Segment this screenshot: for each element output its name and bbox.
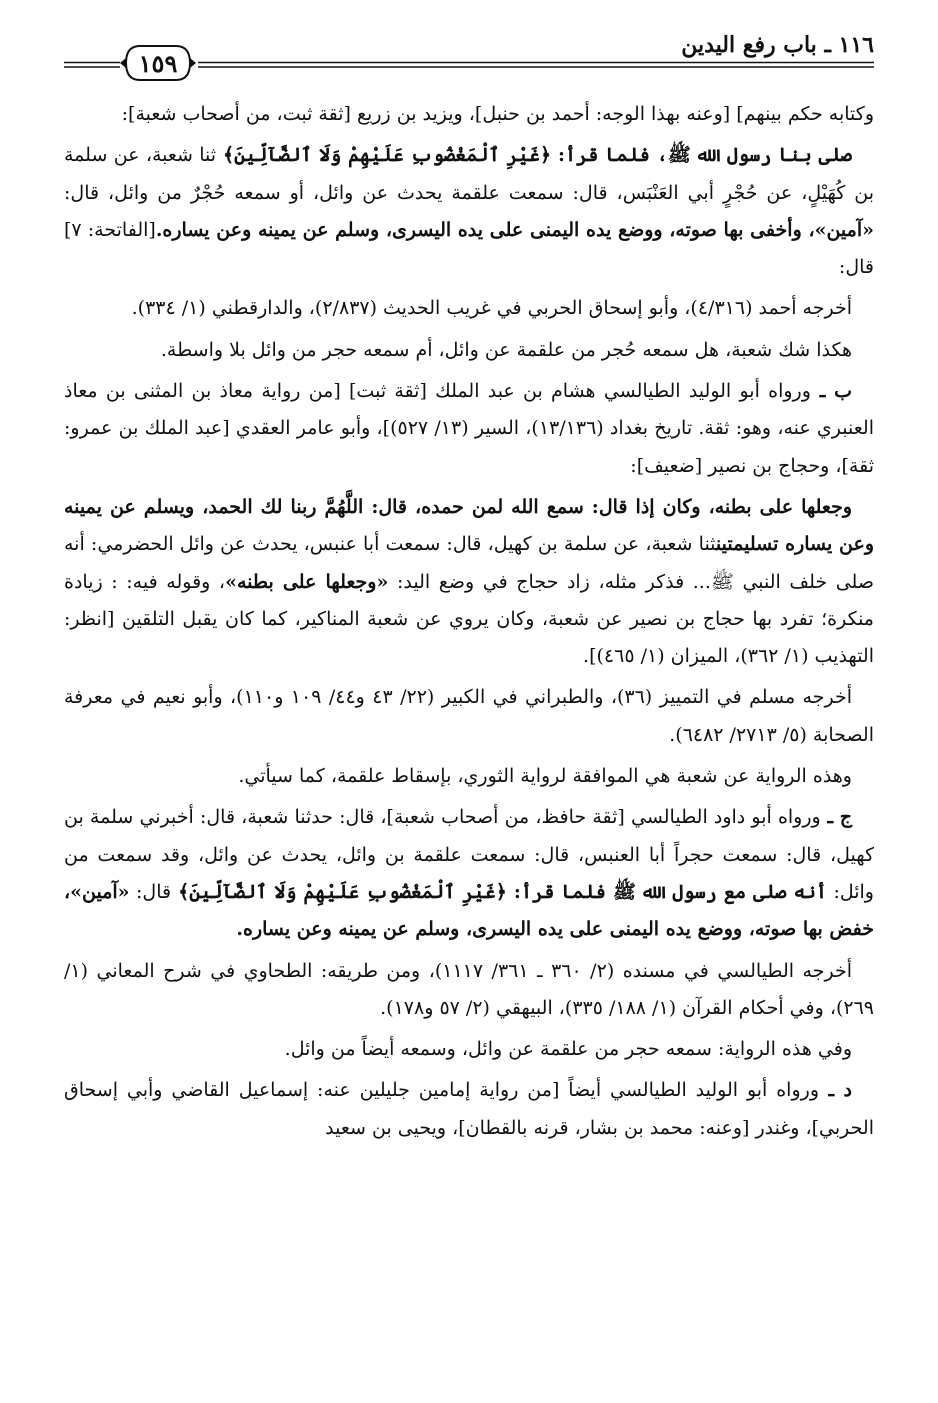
text: ورواه أبو الوليد الطيالسي أيضاً [من رواية إمامين جليلين عنه: إسماعيل القاضي وأبي إسحاق الحربي]، وغندر [وعنه: محمد بن بشار، قرنه بالقطان]، ويحيى بن سعيد xyxy=(64,1079,874,1139)
paragraph xyxy=(64,290,874,327)
bold-text: «آمين»، وأخفى بها صوته، ووضع يده اليمنى على يده اليسرى، وسلم عن يمينه وعن يساره. xyxy=(155,218,874,241)
bold-text: ج ـ xyxy=(820,806,853,829)
text: وفي هذه الرواية: سمعه حجر من علقمة عن وائل، وسمعه أيضاً من وائل. xyxy=(284,1038,852,1061)
chapter-title: ١١٦ ـ باب رفع اليدين xyxy=(681,32,874,58)
text: وهذه الرواية عن شعبة هي الموافقة لرواية الثوري، بإسقاط علقمة، كما سيأتي. xyxy=(238,765,852,788)
paragraph xyxy=(64,1031,874,1068)
text: أخرجه الطيالسي في مسنده (٢/ ٣٦٠ ـ ٣٦١/ ١١١٧)، ومن طريقه: الطحاوي في شرح المعاني (١/ ٢٦٩)، وفي أحكام القرآن (١/ ١٨٨/ ٣٣٥)، البيهقي (٢/ ٥٧ و١٧٨). xyxy=(64,959,874,1019)
header-rule-left xyxy=(64,61,120,69)
paragraph xyxy=(64,137,874,286)
text: أخرجه مسلم في التمييز (٣٦)، والطبراني في الكبير (٢٢/ ٤٣ و٤٤/ ١٠٩ و١١٠)، وأبو نعيم في معرفة الصحابة (٥/ ٢٧١٣/ ٦٤٨٢). xyxy=(64,686,874,746)
paragraph xyxy=(64,1072,874,1147)
paragraph xyxy=(64,953,874,1028)
text: : زيادة منكرة؛ تفرد بها حجاج بن نصير عن شعبة، وكان يروي عن شعبة المناكير، كما كان يقبل التلقين [انظر: التهذيب (١/ ٣٦٢)، الميزان (١/ ٤٦٥)]. xyxy=(64,570,874,668)
text: ورواه أبو داود الطيالسي [ثقة حافظ، من أصحاب شعبة]، قال: حدثنا شعبة، قال: أخبرني سلمة بن كهيل، قال: سمعت حجراً أبا العنبس، قال: سمعت علقمة بن وائل، يحدث عن وائل، وقد سمعت من وائل: xyxy=(64,806,874,903)
page-number: ١٥٩ xyxy=(138,48,178,78)
paragraph xyxy=(64,679,874,754)
paragraph xyxy=(64,799,874,948)
page-body xyxy=(64,96,874,1151)
bold-text: وجعلها على بطنه، وكان إذا قال: سمع الله لمن حمده، قال: اللَّهُمَّ ربنا لك الحمد، ويسلم عن يمينه وعن يساره تسليمتين xyxy=(64,495,874,556)
bold-text: د ـ xyxy=(819,1079,852,1102)
paragraph xyxy=(64,373,874,485)
page-header xyxy=(64,28,874,88)
text: ثنا شعبة، عن سلمة بن كهيل، قال: سمعت أبا عنبس، يحدث عن وائل الحضرمي: أنه صلى خلف النبي ﷺ... فذكر مثله، زاد حجاج في وضع اليد: xyxy=(64,533,874,593)
bold-text: «وجعلها على بطنه» xyxy=(225,570,389,593)
page-number-ornament xyxy=(120,42,196,84)
text: هكذا شك شعبة، هل سمعه حُجر من علقمة عن وائل، أم سمعه حجر من وائل بلا واسطة. xyxy=(160,338,852,361)
bold-text: صلى بنا رسول الله ﷺ، فلما قرأ: ﴿غَيْرِ ٱلْمَغْضُوبِ عَلَيْهِمْ وَلَا ٱلضَّآلِّينَ﴾ xyxy=(216,144,853,167)
text: ، وقوله فيه: xyxy=(117,570,226,593)
text: [الفاتحة: ٧] قال: xyxy=(64,218,874,279)
header-rule-right xyxy=(198,61,874,69)
paragraph xyxy=(64,332,874,369)
text: أخرجه أحمد (٤/٣١٦)، وأبو إسحاق الحربي في غريب الحديث (٢/٨٣٧)، والدارقطني (١/ ٣٣٤). xyxy=(131,297,852,320)
paragraph xyxy=(64,758,874,795)
bold-text: «آمين»، خفض بها صوته، ووضع يده اليمنى على يده اليسرى، وسلم عن يمينه وعن يساره. xyxy=(64,880,874,941)
text: وكتابه حكم بينهم] [وعنه بهذا الوجه: أحمد بن حنبل]، ويزيد بن زريع [ثقة ثبت، من أصحاب شعبة]: xyxy=(121,103,874,125)
text: قال: xyxy=(129,880,172,903)
text: ورواه أبو الوليد الطيالسي هشام بن عبد الملك [ثقة ثبت] [من رواية معاذ بن المثنى بن معاذ العنبري عنه، وهو: ثقة. تاريخ بغداد (١٣/١٣٦)، السير (١٣/ ٥٢٧)]، وأبو عامر العقدي [عبد الملك بن عمرو: ثقة]، وحجاج بن نصير [ضعيف]: xyxy=(64,380,874,477)
paragraph xyxy=(64,489,874,675)
paragraph xyxy=(64,96,874,133)
bold-text: أنه صلى مع رسول الله ﷺ فلما قرأ: ﴿غَيْرِ ٱلْمَغْضُوبِ عَلَيْهِمْ وَلَا ٱلضَّآلِّينَ﴾ xyxy=(171,880,827,903)
bold-text: ب ـ xyxy=(810,380,852,403)
text: ثنا شعبة، عن سلمة بن كُهَيْلٍ، عن حُجْرٍ أبي العَنْبَس، قال: سمعت علقمة يحدث عن وائل، أو سمعه حُجْرٌ من وائل، قال: xyxy=(64,144,874,204)
